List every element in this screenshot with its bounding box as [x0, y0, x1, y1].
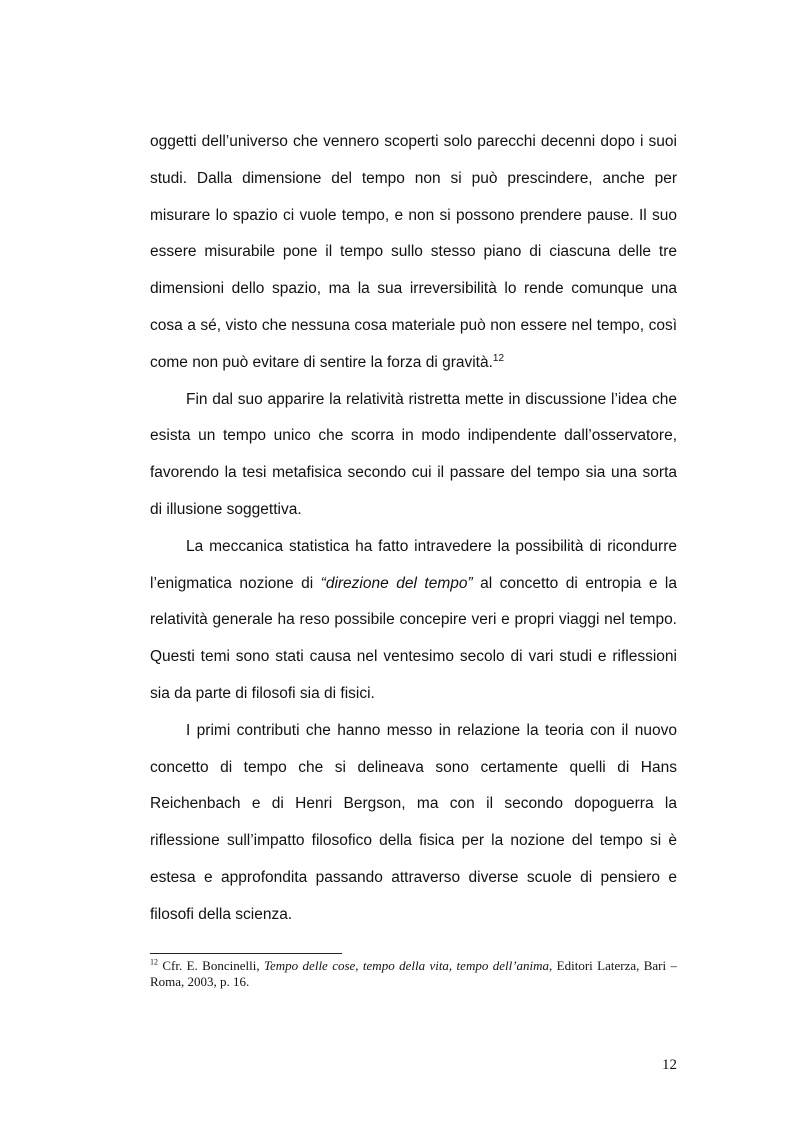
footnote-reference[interactable]: 12: [492, 352, 505, 364]
paragraph-2: Fin dal suo apparire la relatività ristretta mette in discussione l’idea che esista un tempo unico che scorra in modo indipendente dall’osservatore, favorendo la tesi metafisica secondo cui il passare del tempo sia una sorta di illusione soggettiva.: [150, 390, 677, 518]
footnote-suffix: , Editori Laterza, Bari – Roma, 2003, p. 16.: [150, 958, 678, 989]
paragraph-3-text-b: al concetto di entropia e la relatività generale ha reso possibile concepire veri e propri viaggi nel tempo. Questi temi sono stati causa nel ventesimo secolo di vari studi e riflessioni sia da parte di filosofi sia di fisici.: [150, 574, 677, 702]
paragraph-3-text-a: La meccanica statistica ha fatto intravedere la possibilità di ricondurre l’enigmatica nozione di: [150, 537, 677, 592]
body-text: [150, 124, 677, 934]
footnote-prefix: Cfr. E. Boncinelli,: [158, 958, 264, 973]
paragraph-3: [150, 529, 677, 713]
paragraph-4: I primi contributi che hanno messo in relazione la teoria con il nuovo concetto di tempo che si delineava sono certamente quelli di Hans Reichenbach e di Henri Bergson, ma con il secondo dopoguerra la riflessione sull’impatto filosofico della fisica per la nozione del tempo si è estesa e approfondita passando attraverso diverse scuole di pensiero e filosofi della scienza.: [150, 721, 677, 923]
footnote: [150, 958, 677, 990]
footnote-separator: [150, 953, 342, 954]
page-number: 12: [662, 1057, 677, 1073]
paragraph-3-emphasis: “direzione del tempo”: [320, 574, 473, 592]
footnote-number: 12: [150, 957, 158, 967]
paragraph-1-text: oggetti dell’universo che vennero scoperti solo parecchi decenni dopo i suoi studi. Dalla dimensione del tempo non si può prescindere, anche per misurare lo spazio ci vuole tempo, e non si possono prendere pause. Il suo essere misurabile pone il tempo sullo stesso piano di ciascuna delle tre dimensioni dello spazio, ma la sua irreversibilità lo rende comunque una cosa a sé, visto che nessuna cosa materiale può non essere nel tempo, così come non può evitare di sentire la forza di gravità.: [150, 133, 677, 371]
footnote-book-title: Tempo delle cose, tempo della vita, tempo dell’anima: [263, 958, 550, 973]
paragraph-1: [150, 124, 677, 382]
